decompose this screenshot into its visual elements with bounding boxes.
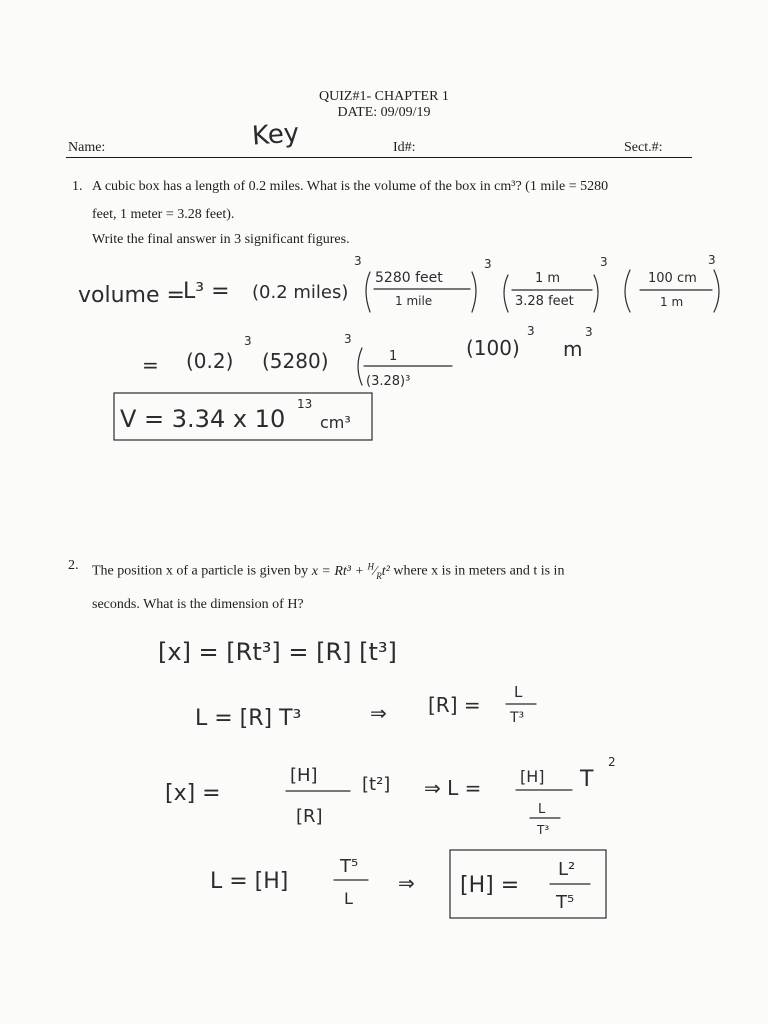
l-cubed: L³ = [183,279,230,304]
name-value-handwritten: Key [251,118,301,152]
svg-text:[H]: [H] [290,765,318,786]
svg-text:3: 3 [527,324,535,338]
svg-text:=: = [142,353,159,377]
svg-text:L: L [344,889,353,908]
svg-text:⇒: ⇒ [370,701,387,725]
paren-left-2 [366,272,370,312]
q2-work-line-2a: L = [R] T³ [195,706,302,731]
name-label: Name: [68,140,106,155]
q2-work-line-3a: [x] = [165,781,221,806]
paren-right-4 [714,270,719,312]
quiz-title: QUIZ#1- CHAPTER 1 [319,89,449,104]
line2-c-num: 1 [389,349,398,364]
svg-text:L: L [514,683,523,701]
line2-b: (5280) [262,349,329,373]
section-label: Sect.#: [624,140,663,155]
factor-3-exp: 3 [600,255,608,269]
line2-d: (100) [466,336,520,360]
svg-text:⇒: ⇒ [398,871,415,895]
svg-text:T⁵: T⁵ [556,892,575,913]
svg-text:2: 2 [608,755,616,769]
q2-work [158,638,616,918]
svg-text:L: L [538,802,546,817]
factor-3-num: 1 m [535,271,561,286]
factor-1: (0.2 miles) [252,282,349,303]
q2-work-line-4a: L = [H] [210,869,289,894]
factor-3-den: 3.28 feet [515,294,574,309]
svg-text:T³: T³ [510,710,525,726]
svg-text:[R] =: [R] = [428,693,481,717]
question-1-number: 1. [72,179,83,194]
svg-text:3: 3 [244,334,252,348]
q1-work-line-2 [142,324,593,389]
q2-work-line-1: [x] = [Rt³] = [R] [t³] [158,638,397,666]
svg-text:T⁵: T⁵ [340,856,359,877]
factor-4-num: 100 cm [648,271,697,286]
q1-answer: V = 3.34 x 10 [120,405,286,433]
svg-text:3: 3 [585,325,593,339]
svg-text:[R]: [R] [296,806,323,827]
paren-left-4 [625,270,630,312]
factor-1-exp: 3 [354,254,362,268]
quiz-date: DATE: 09/09/19 [337,105,431,120]
q2-answer-lhs: [H] = [460,873,520,898]
line2-a: (0.2) [186,349,234,373]
svg-text:[H]: [H] [520,767,545,786]
q1-work-line-1 [78,253,719,312]
svg-text:T: T [580,767,594,792]
question-2-line-2: seconds. What is the dimension of H? [92,597,304,613]
paren-right-2 [472,272,476,312]
q1-answer-box [114,393,372,440]
volume-word: volume = [78,283,185,308]
svg-text:⇒ L =: ⇒ L = [424,776,482,800]
factor-2-den: 1 mile [395,294,433,308]
factor-4-den: 1 m [660,295,684,309]
paren-right-3 [594,275,598,312]
svg-text:L²: L² [558,859,576,880]
factor-2-exp: 3 [484,257,492,271]
question-1-line-1: A cubic box has a length of 0.2 miles. What is the volume of the box in cm³? (1 mile = 5280 [92,179,609,194]
factor-4-exp: 3 [708,253,716,267]
question-2-number: 2. [68,558,79,573]
factor-2-num: 5280 feet [375,270,443,286]
question-2-line-1-post: where x is in meters and t is in [389,563,565,579]
paren-left-3 [504,275,508,312]
q1-answer-exponent: 13 [297,397,313,411]
svg-text:[t²]: [t²] [362,774,391,795]
q1-answer-unit: cm³ [320,413,351,432]
question-2-line-1-pre: The position x of a particle is given by [92,563,312,579]
svg-text:T³: T³ [537,823,550,837]
svg-text:3: 3 [344,332,352,346]
line2-unit: m [563,337,583,361]
position-formula: $x = Rt^3 + ^H⁄_Rt^2$ [311,561,390,581]
question-1-line-3: Write the final answer in 3 significant figures. [92,232,350,247]
id-label: Id#: [393,140,416,155]
line2-c-den: (3.28)³ [366,374,411,389]
question-1-line-2: feet, 1 meter = 3.28 feet). [92,207,235,222]
